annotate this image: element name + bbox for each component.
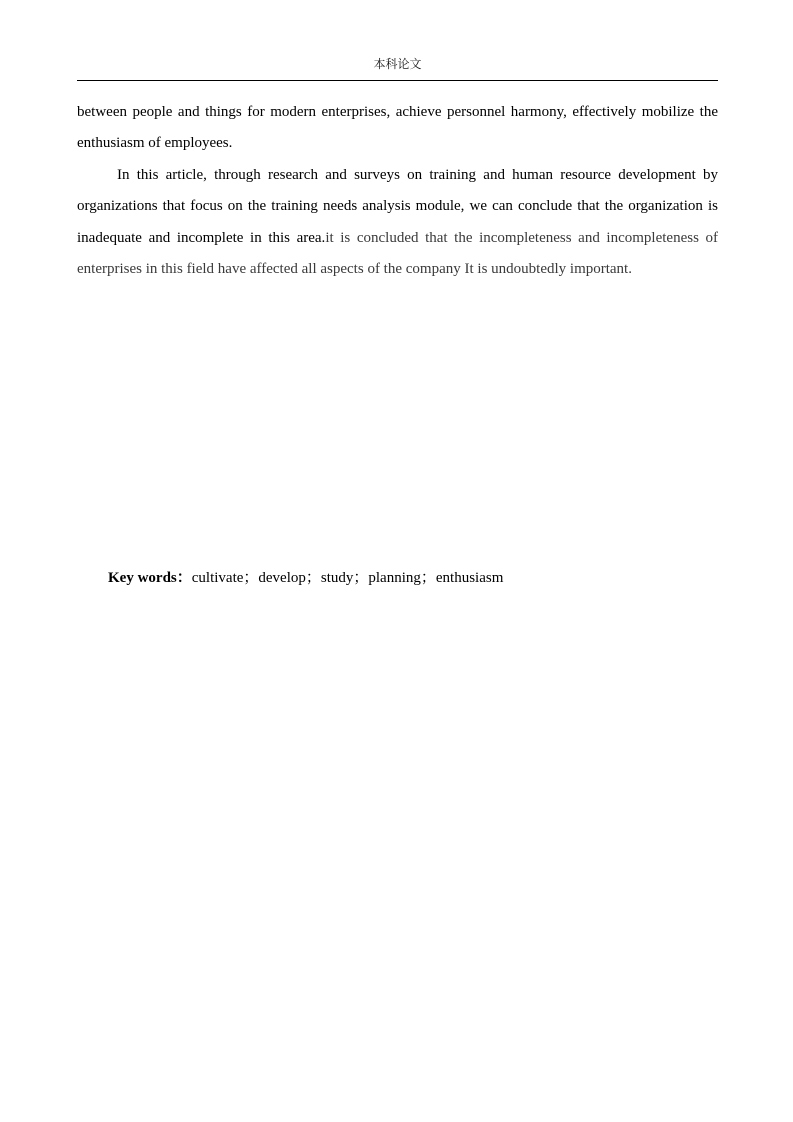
- abstract-body: [77, 97, 718, 285]
- header-rule: [77, 80, 718, 81]
- keywords-label: Key words：: [108, 570, 192, 586]
- paragraph-continuation: between people and things for modern enterprises, achieve personnel harmony, effectively mobilize the enthusiasm of employees.: [77, 104, 718, 152]
- keywords-line: [108, 566, 503, 590]
- keywords-terms: cultivate；develop；study；planning；enthusiasm: [191, 570, 504, 586]
- paragraph-main-part1: In this article, through research and surveys on training and human resource development by organizations that focus on the training needs analysis module, we can conclude that the organization is inadequate and incomplete in this area.: [77, 166, 718, 246]
- running-header: 本科论文: [373, 57, 422, 71]
- paragraph-main: [77, 160, 718, 286]
- paragraph-main-part2: it is concluded that the incompleteness and incompleteness of enterprises in this field have affected all aspects of the company It is undoubtedly important.: [77, 229, 718, 278]
